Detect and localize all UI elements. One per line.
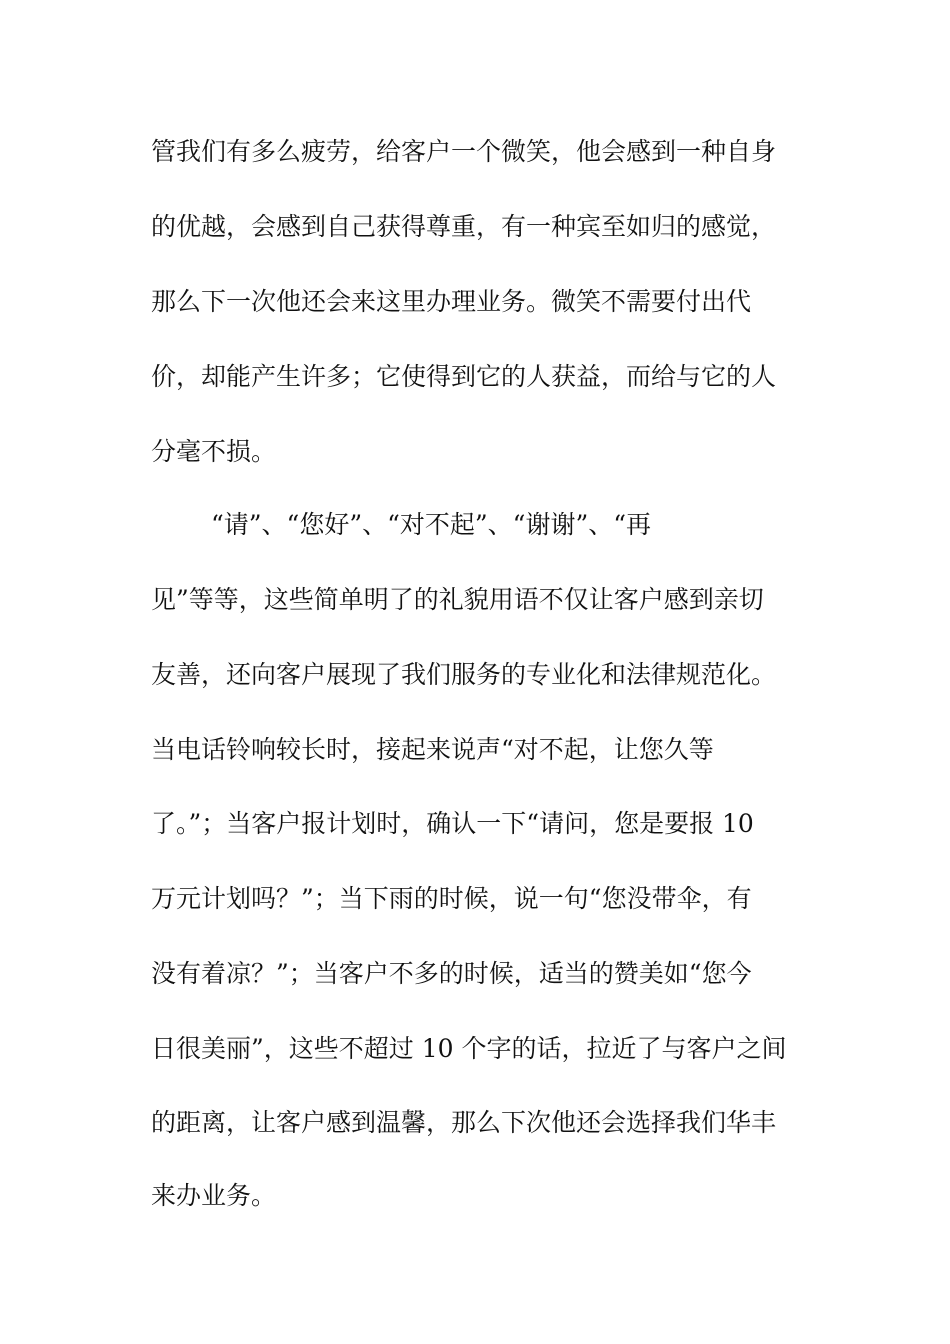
text-line: 了。”；当客户报计划时，确认一下“请问，您是要报 10 <box>151 809 754 838</box>
text-line: 日很美丽”，这些不超过 10 个字的话，拉近了与客户之间 <box>151 1034 787 1063</box>
text-line: 万元计划吗？”；当下雨的时候，说一句“您没带伞，有 <box>151 884 752 913</box>
text-line: 见”等等，这些简单明了的礼貌用语不仅让客户感到亲切 <box>151 585 764 614</box>
text-line: 价，却能产生许多；它使得到它的人获益，而给与它的人 <box>151 362 777 391</box>
text-line: 分毫不损。 <box>151 437 277 466</box>
paragraph-first-line: “请”、“您好”、“对不起”、“谢谢”、“再 <box>211 510 652 539</box>
text-line: 的优越，会感到自己获得尊重，有一种宾至如归的感觉， <box>151 212 777 241</box>
text-line: 当电话铃响较长时，接起来说声“对不起，让您久等 <box>151 735 714 764</box>
text-line: 那么下一次他还会来这里办理业务。微笑不需要付出代 <box>151 287 752 316</box>
text-line: 友善，还向客户展现了我们服务的专业化和法律规范化。 <box>151 660 777 689</box>
text-line: 来办业务。 <box>151 1181 277 1210</box>
text-line: 的距离，让客户感到温馨，那么下次他还会选择我们华丰 <box>151 1108 777 1137</box>
text-line: 没有着凉？”；当客户不多的时候，适当的赞美如“您今 <box>151 959 752 988</box>
text-line: 管我们有多么疲劳，给客户一个微笑，他会感到一种自身 <box>151 137 777 166</box>
